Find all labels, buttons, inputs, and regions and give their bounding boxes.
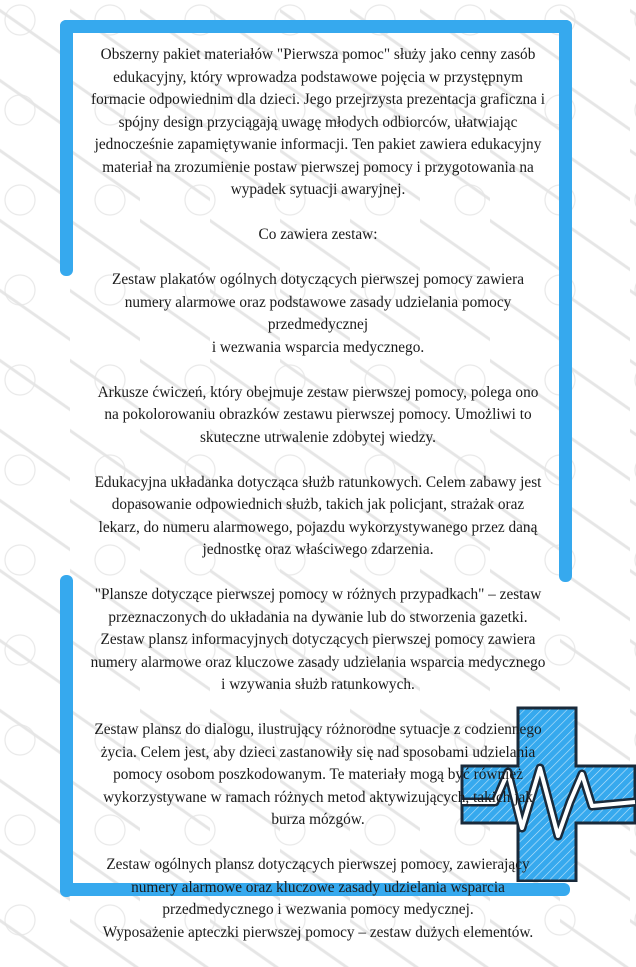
- paragraph: [78, 44, 558, 202]
- text-line: jednocześnie zapamiętywanie informacji. Ten pakiet zawiera edukacyjny: [94, 136, 542, 153]
- text-line: i wzywania służb ratunkowych.: [221, 676, 415, 693]
- text-line: edukacyjny, który wprowadza podstawowe pojęcia w przystępnym: [113, 68, 523, 86]
- paragraph: [78, 224, 558, 247]
- paragraph: [78, 584, 558, 697]
- text-line: na pokolorowaniu obrazków zestawu pierwszej pomocy. Umożliwi to: [104, 406, 532, 423]
- text-line: numery alarmowe oraz podstawowe zasady udzielania pomocy: [124, 293, 512, 311]
- text-line: Wyposażenie apteczki pierwszej pomocy – zestaw dużych elementów.: [102, 923, 534, 941]
- text-line: wykorzystywane w ramach różnych metod aktywizujących, takich jak: [103, 788, 533, 806]
- text-line: Edukacyjna układanka dotycząca służb ratunkowych. Celem zabawy jest: [94, 473, 542, 491]
- text-line: skuteczne utrwalenie zdobytej wiedzy.: [199, 428, 436, 446]
- text-line: wypadek sytuacji awaryjnej.: [230, 181, 406, 198]
- text-line: spójny design przyciągają uwagę młodych odbiorców, ułatwiając: [118, 113, 518, 131]
- text-line: Arkusze ćwiczeń, który obejmuje zestaw pierwszej pomocy, polega ono: [97, 383, 539, 401]
- text-line: dopasowanie odpowiednich służb, takich jak policjant, strażak oraz: [111, 496, 525, 513]
- text-line: Co zawiera zestaw:: [258, 226, 378, 243]
- text-line: burza mózgów.: [271, 811, 365, 828]
- text-line: i wezwania wsparcia medycznego.: [211, 338, 425, 356]
- text-line: jednostkę oraz właściwego zdarzenia.: [202, 541, 434, 558]
- paragraph: [78, 719, 558, 832]
- paragraph: [78, 472, 558, 562]
- text-line: Zestaw plakatów ogólnych dotyczących pierwszej pomocy zawiera: [111, 271, 524, 288]
- text-line: Zestaw plansz do dialogu, ilustrujący różnorodne sytuacje z codziennego: [94, 721, 542, 738]
- paragraph: [78, 269, 558, 359]
- text-line: życia. Celem jest, aby dzieci zastanowiły się nad sposobami udzielania: [100, 743, 536, 761]
- paragraph: [78, 854, 558, 944]
- frame-left-bottom-bar: [60, 575, 73, 897]
- text-line: Zestaw ogólnych plansz dotyczących pierwszej pomocy, zawierający: [106, 856, 530, 873]
- text-line: przeznaczonych do układania na dywanie lub do stworzenia gazetki.: [108, 608, 528, 626]
- description-text: [78, 44, 558, 967]
- text-line: formacie odpowiednim dla dzieci. Jego przejrzysta prezentacja graficzna i: [90, 91, 545, 108]
- text-line: przedmedycznego i wezwania pomocy medycznej.: [162, 901, 474, 918]
- text-line: lekarz, do numeru alarmowego, pojazdu wykorzystywanego przez daną: [98, 518, 538, 536]
- frame-top-bar: [60, 20, 572, 33]
- text-line: przedmedycznej: [267, 316, 369, 333]
- text-line: "Plansze dotyczące pierwszej pomocy w różnych przypadkach" – zestaw: [94, 586, 542, 603]
- frame-left-top-bar: [60, 20, 73, 276]
- text-line: numery alarmowe oraz kluczowe zasady udzielania wsparcia: [131, 878, 505, 896]
- frame-right-bar: [559, 20, 572, 582]
- text-line: Zestaw plansz informacyjnych dotyczących pierwszej pomocy zawiera: [100, 631, 536, 648]
- text-line: pomocy osobom poszkodowanym. Te materiały mogą być również: [113, 766, 523, 783]
- text-line: Obszerny pakiet materiałów "Pierwsza pomoc" służy jako cenny zasób: [100, 46, 536, 63]
- text-line: numery alarmowe oraz kluczowe zasady udzielania wsparcia medycznego: [90, 653, 546, 671]
- paragraph: [78, 382, 558, 450]
- text-line: materiał na zrozumienie postaw pierwszej pomocy i przygotowania na: [102, 158, 534, 176]
